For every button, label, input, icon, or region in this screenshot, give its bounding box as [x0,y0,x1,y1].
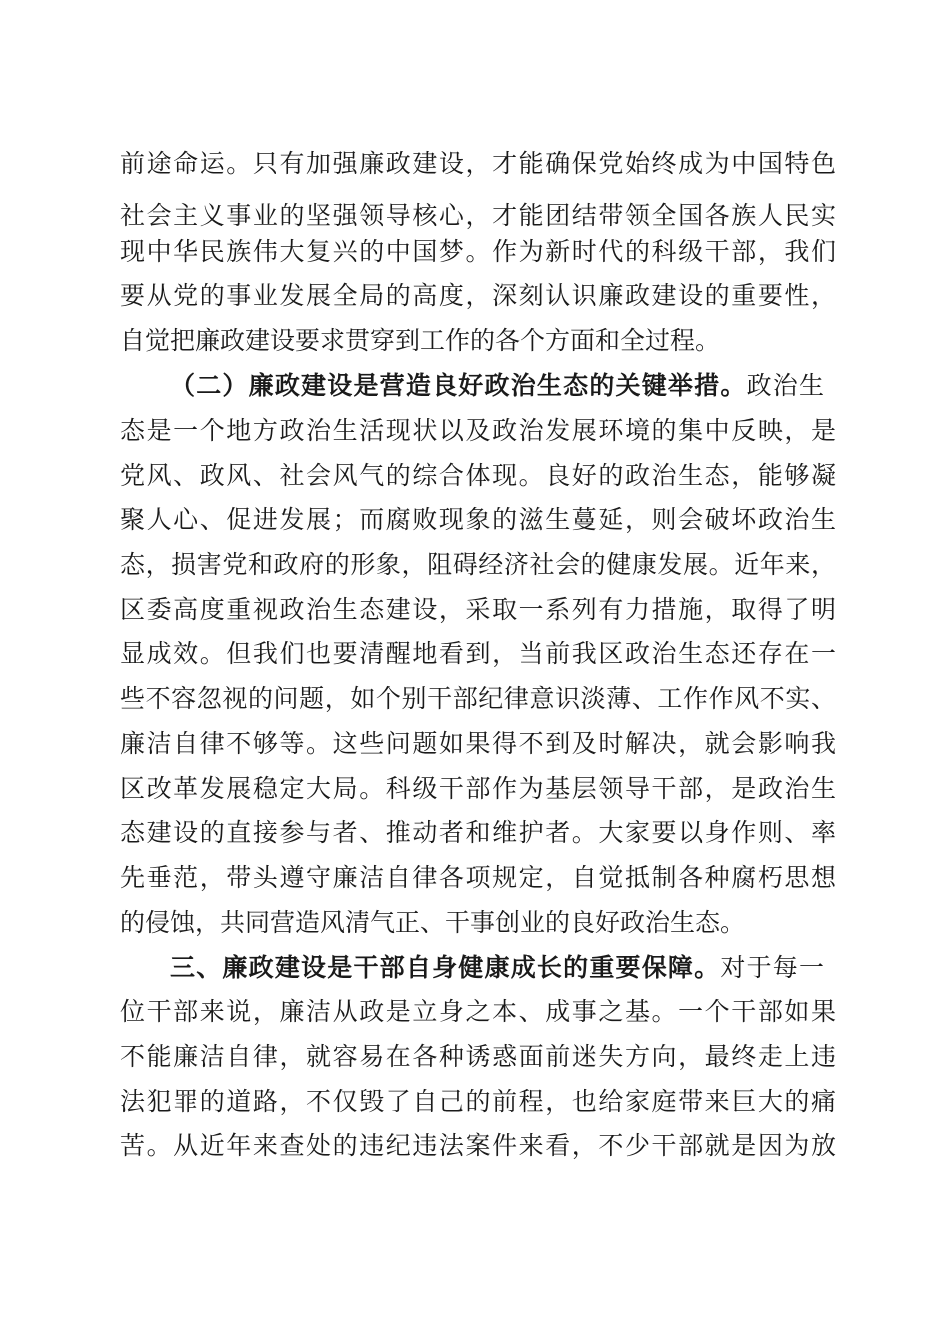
section-2-first-line-rest: 政治生 [746,371,824,400]
section-2-first-line [170,366,824,406]
text-line: 先垂范，带头遵守廉洁自律各项规定，自觉抵制各种腐朽思想 [120,863,836,892]
section-2-heading: （二）廉政建设是营造良好政治生态的关键举措。 [170,371,747,400]
section-3-first-line-rest: 对于每一 [720,953,824,982]
text-line: 些不容忽视的问题，如个别干部纪律意识淡薄、工作作风不实、 [120,684,836,713]
text-line: 廉洁自律不够等。这些问题如果得不到及时解决，就会影响我 [120,729,836,758]
text-line: 显成效。但我们也要清醒地看到，当前我区政治生态还存在一 [120,639,836,668]
text-line: 区改革发展稳定大局。科级干部作为基层领导干部，是政治生 [120,774,836,803]
text-line: 的侵蚀，共同营造风清气正、干事创业的良好政治生态。 [120,908,746,937]
text-line: 现中华民族伟大复兴的中国梦。作为新时代的科级干部，我们 [120,237,836,266]
text-line: 态建设的直接参与者、推动者和维护者。大家要以身作则、率 [120,818,836,847]
text-line: 社会主义事业的坚强领导核心，才能团结带领全国各族人民实 [120,201,836,230]
text-line: 要从党的事业发展全局的高度，深刻认识廉政建设的重要性， [120,281,836,310]
text-line: 聚人心、促进发展；而腐败现象的滋生蔓延，则会破坏政治生 [120,505,836,534]
text-line: 前途命运。只有加强廉政建设，才能确保党始终成为中国特色 [120,149,836,178]
text-line: 不能廉洁自律，就容易在各种诱惑面前迷失方向，最终走上违 [120,1042,836,1071]
section-3-heading: 三、廉政建设是干部自身健康成长的重要保障。 [170,953,721,982]
text-line: 法犯罪的道路，不仅毁了自己的前程，也给家庭带来巨大的痛 [120,1087,836,1116]
text-line: 态是一个地方政治生活现状以及政治发展环境的集中反映，是 [120,416,836,445]
text-line: 区委高度重视政治生态建设，采取一系列有力措施，取得了明 [120,595,836,624]
text-line: 自觉把廉政建设要求贯穿到工作的各个方面和全过程。 [120,326,721,355]
text-line: 党风、政风、社会风气的综合体现。良好的政治生态，能够凝 [120,461,836,490]
text-line: 态，损害党和政府的形象，阻碍经济社会的健康发展。近年来， [120,550,836,579]
section-3-first-line [170,948,824,988]
text-line: 苦。从近年来查处的违纪违法案件来看，不少干部就是因为放 [120,1131,836,1160]
text-line: 位干部来说，廉洁从政是立身之本、成事之基。一个干部如果 [120,997,836,1026]
